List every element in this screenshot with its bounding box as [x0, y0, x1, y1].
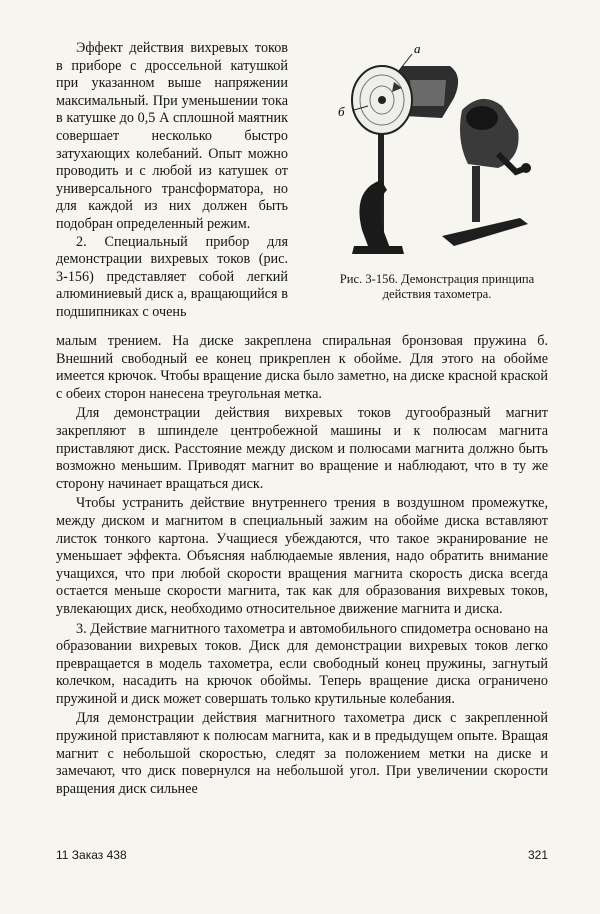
paragraph: Для демонстрации действия вихревых токов дугообразный магнит закрепляют в шпинделе центробежной машины и к полюсам магнита приставляют диск. Расстояние между диском и полюсами магнита должно быть возможно меньшим. Приводят магнит во вращение и наблюдают, что в ту же сторону начинает вращаться диск. — [56, 405, 548, 492]
book-page — [56, 40, 548, 900]
paragraph: Для демонстрации действия магнитного тахометра диск с закрепленной пружиной приставляют к полюсам магнита, как и в предыдущем опыте. Вращая магнит с небольшой скоростью, следят за положением метки на диске и замечают, что диск повернулся на небольшой угол. При увеличении скорости вращения диск сильнее — [56, 710, 548, 797]
printer-signature: 11 Заказ 438 — [56, 848, 127, 862]
figure-caption: Рис. 3-156. Демонстрация принципа действия тахометра. — [339, 272, 535, 301]
paragraph: 2. Специальный прибор для демонстрации вихревых токов (рис. 3-156) представляет собой легкий алюминиевый диск а, вращающийся в подшипниках с очень — [56, 233, 288, 320]
page-number: 321 — [527, 848, 548, 862]
paragraph: 3. Действие магнитного тахометра и автомобильного спидометра основано на образовании вихревых токов. Диск для демонстрации вихревых токов легко превращается в модель тахометра, если свободный конец пружины, загнутый колечком, насадить на крючок обоймы. Теперь вращение диска ограничено пружиной и диск может совершать только крутильные колебания. — [56, 620, 548, 707]
paragraph: Чтобы устранить действие внутреннего трения в воздушном промежутке, между диском и магнитом в специальный зажим на обойме диска вставляют листок тонкого картона. Учащиеся убеждаются, что такое экранирование не уменьшает эффекта. Объясняя наблюдаемые явления, надо обратить внимание учащихся, что при любой скорости вращения магнита скорость диска всегда остается меньше скорости магнита, так как для образования вихревых токов, увлекающих диск, необходимо относительное движение магнита и диска. — [56, 495, 548, 617]
page-footer — [56, 848, 548, 866]
paragraph: Эффект действия вихревых токов в приборе с дроссельной катушкой при указанном выше напряжении максимальный. При уменьшении тока в катушке до 0,5 А сплошной маятник совершает несколько быстро затухающих колебаний. Опыт можно проводить и с любой из катушек от универсального трансформатора, но для каждой из них должен быть подобран определенный режим. — [56, 40, 288, 232]
paragraph: малым трением. На диске закреплена спиральная бронзовая пружина б. Внешний свободный ее конец прикреплен к обойме. Для этого на обойме имеется крючок. Чтобы вращение диска было заметно, на диске красной краской с обеих сторон нанесена треугольная метка. — [56, 333, 548, 402]
tachometer-illustration — [332, 40, 548, 270]
label-a: а — [414, 41, 421, 56]
text-column-left — [56, 40, 288, 322]
figure-3-156 — [312, 40, 548, 310]
label-b: б — [338, 104, 345, 119]
main-text — [56, 333, 548, 800]
